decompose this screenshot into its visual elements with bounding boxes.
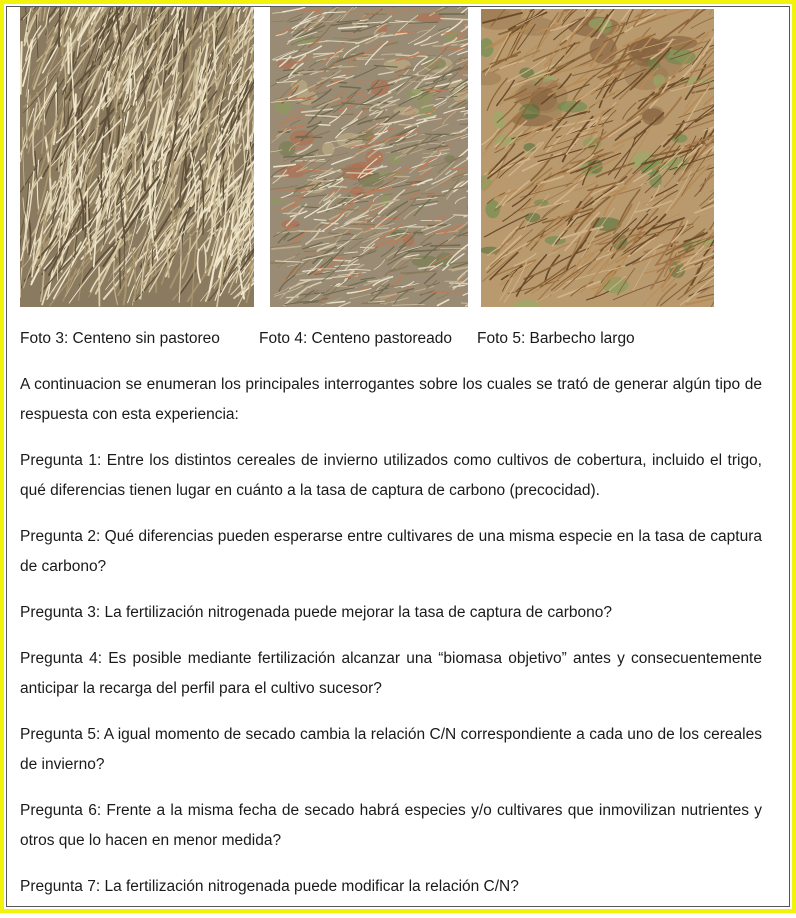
caption-photo-4: Foto 4: Centeno pastoreado	[259, 330, 453, 347]
photo-long-fallow	[481, 9, 714, 307]
question-4: Pregunta 4: Es posible mediante fertilización alcanzar una “biomasa objetivo” antes y consecuentemente anticipar la recarga del perfil para el cultivo sucesor?	[20, 650, 762, 697]
photo-row	[4, 4, 792, 314]
question-3: Pregunta 3: La fertilización nitrogenada puede mejorar la tasa de captura de carbono?	[20, 604, 612, 621]
question-6: Pregunta 6: Frente a la misma fecha de secado habrá especies y/o cultivares que inmovilizan nutrientes y otros que lo hacen en menor medida?	[20, 802, 762, 849]
question-2: Pregunta 2: Qué diferencias pueden esperarse entre cultivares de una misma especie en la tasa de captura de carbono?	[20, 528, 762, 575]
question-1: Pregunta 1: Entre los distintos cereales de invierno utilizados como cultivos de cobertura, incluido el trigo, qué diferencias tienen lugar en cuánto a la tasa de captura de carbono (precocidad).	[20, 452, 762, 499]
caption-photo-3: Foto 3: Centeno sin pastoreo	[20, 330, 220, 347]
photo-rye-ungrazed	[20, 7, 254, 307]
caption-photo-5: Foto 5: Barbecho largo	[477, 330, 635, 347]
question-7: Pregunta 7: La fertilización nitrogenada puede modificar la relación C/N?	[20, 878, 519, 895]
photo-captions	[20, 330, 635, 348]
intro-paragraph: A continuacion se enumeran los principales interrogantes sobre los cuales se trató de generar algún tipo de respuesta con esta experiencia:	[20, 376, 762, 423]
body-text	[20, 370, 762, 918]
question-5: Pregunta 5: A igual momento de secado cambia la relación C/N correspondiente a cada uno de los cereales de invierno?	[20, 726, 762, 773]
photo-rye-grazed	[270, 7, 468, 307]
